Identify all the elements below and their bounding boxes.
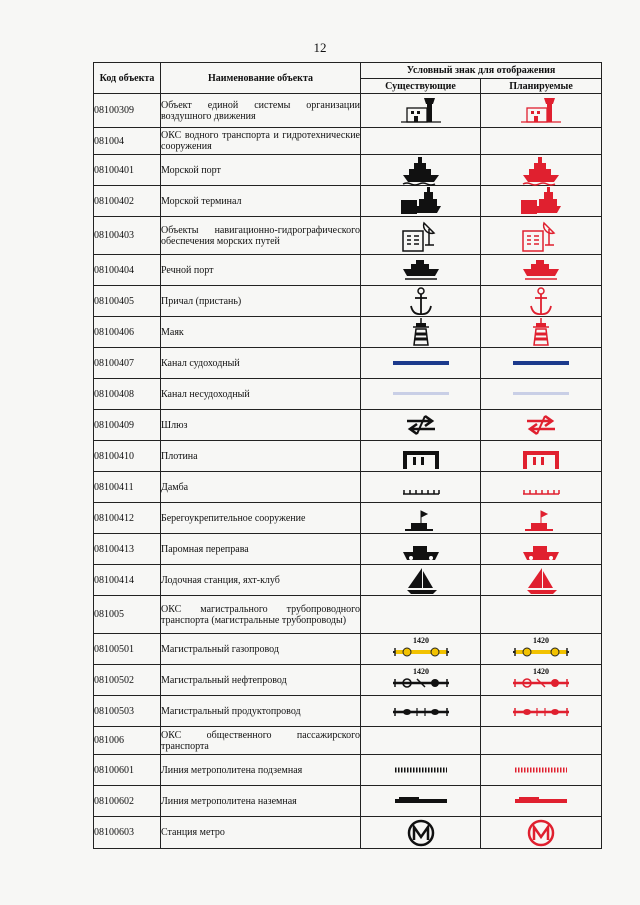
embankment-icon [401,472,441,502]
object-name: Станция метро [161,817,361,849]
object-name: ОКС общественного пассажирского транспорта [161,727,361,755]
planned-symbol [481,472,602,503]
object-code: 08100408 [94,379,161,410]
planned-symbol [481,217,602,255]
planned-symbol [481,379,602,410]
header-code: Код объекта [94,63,161,94]
air-traffic-control-icon [401,96,441,126]
planned-symbol [481,665,602,696]
planned-symbol [481,186,602,217]
navigable-canal-line-icon [521,348,561,378]
object-code: 081005 [94,596,161,634]
object-name: Магистральный нефтепровод [161,665,361,696]
existing-symbol [361,727,481,755]
object-name: Магистральный продуктопровод [161,696,361,727]
pipe-diameter-label: 1420 [533,636,549,645]
object-name: Объекты навигационно-гидрографического обеспечения морских путей [161,217,361,255]
object-code: 08100407 [94,348,161,379]
existing-symbol [361,379,481,410]
existing-symbol [361,472,481,503]
object-code: 08100405 [94,286,161,317]
product-pipeline-icon [401,696,441,726]
object-name: Шлюз [161,410,361,441]
planned-symbol [481,94,602,128]
existing-symbol [361,94,481,128]
planned-symbol [481,441,602,472]
object-name: Линия метрополитена наземная [161,786,361,817]
object-name: Берегоукрепительное сооружение [161,503,361,534]
object-code: 08100412 [94,503,161,534]
table-row [94,596,602,634]
planned-symbol [481,755,602,786]
object-code: 08100501 [94,634,161,665]
object-name: Линия метрополитена подземная [161,755,361,786]
planned-symbol [481,155,602,186]
object-name: ОКС магистрального трубопроводного транспорта (магистральные трубопроводы) [161,596,361,634]
table-row [94,727,602,755]
object-name: Паромная переправа [161,534,361,565]
object-code: 08100601 [94,755,161,786]
table-row [94,286,602,317]
object-name: Объект единой системы организации воздушного движения [161,94,361,128]
table-row [94,503,602,534]
existing-symbol [361,186,481,217]
table-row [94,696,602,727]
table-row [94,755,602,786]
object-code: 08100411 [94,472,161,503]
object-code: 08100404 [94,255,161,286]
table-row [94,634,602,665]
river-port-icon [401,255,441,285]
lighthouse-icon [401,317,441,347]
table-row [94,255,602,286]
sea-port-icon [521,155,561,185]
object-code: 08100402 [94,186,161,217]
planned-symbol [481,786,602,817]
object-name: Маяк [161,317,361,348]
object-name: Магистральный газопровод [161,634,361,665]
planned-symbol [481,596,602,634]
existing-symbol [361,634,481,665]
object-name: Плотина [161,441,361,472]
existing-symbol [361,317,481,348]
table-row [94,128,602,155]
header-name: Наименование объекта [161,63,361,94]
object-code: 08100410 [94,441,161,472]
existing-symbol [361,534,481,565]
object-name: Морской терминал [161,186,361,217]
object-name: Канал судоходный [161,348,361,379]
existing-symbol [361,696,481,727]
object-name: Морской порт [161,155,361,186]
object-name: Дамба [161,472,361,503]
table-row [94,155,602,186]
existing-symbol [361,503,481,534]
navigation-facility-icon [521,221,561,251]
metro-station-icon [521,818,561,848]
object-code: 08100602 [94,786,161,817]
table-row [94,317,602,348]
header-planned: Планируемые [481,79,602,94]
table-row [94,817,602,849]
navigable-canal-line-icon [401,348,441,378]
table-row [94,410,602,441]
object-code: 08100309 [94,94,161,128]
underground-metro-line-icon [521,755,561,785]
object-code: 081004 [94,128,161,155]
sea-port-icon [401,155,441,185]
anchor-icon [521,286,561,316]
shore-protection-icon [521,503,561,533]
table-row [94,379,602,410]
metro-station-icon [401,818,441,848]
object-name: Причал (пристань) [161,286,361,317]
lock-arrows-icon [521,410,561,440]
existing-symbol [361,755,481,786]
table-row [94,217,602,255]
header-symbol: Условный знак для отображения [361,63,602,79]
existing-symbol [361,596,481,634]
planned-symbol [481,565,602,596]
symbol-legend-table [93,62,602,849]
existing-symbol [361,817,481,849]
planned-symbol [481,634,602,665]
existing-symbol [361,410,481,441]
existing-symbol [361,441,481,472]
planned-symbol [481,255,602,286]
shore-protection-icon [401,503,441,533]
product-pipeline-icon [521,696,561,726]
dam-icon [401,441,441,471]
air-traffic-control-icon [521,96,561,126]
non-navigable-canal-line-icon [401,379,441,409]
surface-metro-line-icon [401,786,441,816]
existing-symbol [361,348,481,379]
gas-pipeline-icon [401,634,441,664]
planned-symbol [481,286,602,317]
anchor-icon [401,286,441,316]
existing-symbol [361,786,481,817]
table-row [94,786,602,817]
lock-arrows-icon [401,410,441,440]
table-row [94,348,602,379]
object-code: 08100409 [94,410,161,441]
object-name: Речной порт [161,255,361,286]
object-code: 08100406 [94,317,161,348]
page-number: 12 [313,40,327,55]
sailboat-icon [521,565,561,595]
table-row [94,441,602,472]
planned-symbol [481,128,602,155]
gas-pipeline-icon [521,634,561,664]
existing-symbol [361,128,481,155]
underground-metro-line-icon [401,755,441,785]
sea-terminal-icon [401,186,441,216]
object-code: 081006 [94,727,161,755]
embankment-icon [521,472,561,502]
navigation-facility-icon [401,221,441,251]
ferry-icon [521,534,561,564]
object-code: 08100413 [94,534,161,565]
object-code: 08100414 [94,565,161,596]
oil-pipeline-icon [401,665,441,695]
existing-symbol [361,286,481,317]
planned-symbol [481,317,602,348]
planned-symbol [481,503,602,534]
sea-terminal-icon [521,186,561,216]
non-navigable-canal-line-icon [521,379,561,409]
oil-pipeline-icon [521,665,561,695]
surface-metro-line-icon [521,786,561,816]
river-port-icon [521,255,561,285]
object-name: Канал несудоходный [161,379,361,410]
planned-symbol [481,534,602,565]
header-existing: Существующие [361,79,481,94]
planned-symbol [481,817,602,849]
existing-symbol [361,565,481,596]
table-row [94,565,602,596]
object-code: 08100401 [94,155,161,186]
pipe-diameter-label: 1420 [412,636,429,645]
table-row [94,534,602,565]
existing-symbol [361,155,481,186]
planned-symbol [481,410,602,441]
table-row [94,186,602,217]
pipe-diameter-label: 1420 [533,667,549,676]
planned-symbol [481,696,602,727]
object-code: 08100603 [94,817,161,849]
planned-symbol [481,727,602,755]
table-row [94,94,602,128]
table-row [94,665,602,696]
existing-symbol [361,217,481,255]
sailboat-icon [401,565,441,595]
table-row [94,472,602,503]
lighthouse-icon [521,317,561,347]
pipe-diameter-label: 1420 [412,667,429,676]
object-name: ОКС водного транспорта и гидротехнические сооружения [161,128,361,155]
object-code: 08100503 [94,696,161,727]
planned-symbol [481,348,602,379]
object-name: Лодочная станция, яхт-клуб [161,565,361,596]
dam-icon [521,441,561,471]
object-code: 08100502 [94,665,161,696]
object-code: 08100403 [94,217,161,255]
existing-symbol [361,665,481,696]
ferry-icon [401,534,441,564]
existing-symbol [361,255,481,286]
